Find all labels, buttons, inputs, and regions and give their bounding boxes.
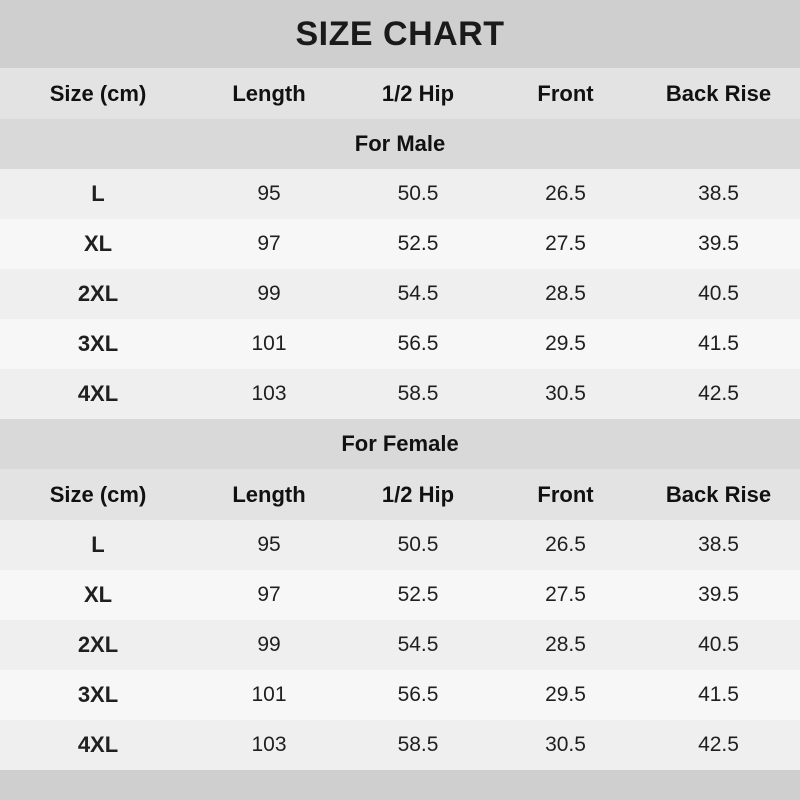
table-row (0, 620, 800, 670)
cell-length: 95 (257, 182, 281, 205)
cell-back-rise: 38.5 (698, 533, 739, 556)
cell-back-rise: 40.5 (698, 633, 739, 656)
cell-half-hip: 52.5 (397, 232, 439, 255)
cell-length: 99 (257, 282, 281, 305)
cell-size: 3XL (77, 331, 119, 356)
table-row (0, 369, 800, 419)
cell-half-hip: 54.5 (397, 282, 439, 305)
section-header-male (0, 119, 800, 169)
cell-half-hip: 58.5 (397, 382, 439, 405)
cell-size: L (91, 181, 105, 206)
cell-size: 2XL (77, 632, 119, 657)
cell-half-hip: 56.5 (397, 332, 439, 355)
table-row (0, 570, 800, 620)
bottom-margin (0, 770, 800, 800)
cell-length: 97 (257, 583, 281, 606)
cell-half-hip: 56.5 (397, 683, 439, 706)
cell-size: 3XL (77, 682, 119, 707)
cell-half-hip: 54.5 (397, 633, 439, 656)
table-header-row-male (0, 68, 800, 119)
column-header-back-rise: Back Rise (665, 80, 772, 106)
cell-back-rise: 42.5 (698, 733, 739, 756)
cell-half-hip: 50.5 (397, 533, 439, 556)
cell-half-hip: 52.5 (397, 583, 439, 606)
cell-front: 26.5 (545, 533, 586, 556)
column-header-front: Front (537, 481, 594, 507)
table-header-row-female (0, 469, 800, 520)
cell-front: 28.5 (545, 633, 586, 656)
cell-front: 30.5 (545, 733, 586, 756)
cell-size: XL (83, 582, 113, 607)
cell-back-rise: 42.5 (698, 382, 739, 405)
cell-size: XL (83, 231, 113, 256)
column-header-front: Front (537, 80, 594, 106)
cell-length: 95 (257, 533, 281, 556)
cell-length: 99 (257, 633, 281, 656)
table-row (0, 670, 800, 720)
cell-length: 103 (251, 733, 287, 756)
section-header-female (0, 419, 800, 469)
cell-front: 29.5 (545, 683, 586, 706)
cell-length: 101 (251, 332, 287, 355)
cell-half-hip: 58.5 (397, 733, 439, 756)
column-header-size: Size (cm) (49, 80, 147, 106)
chart-title-row (0, 0, 800, 68)
cell-length: 103 (251, 382, 287, 405)
table-row (0, 520, 800, 570)
cell-length: 101 (251, 683, 287, 706)
table-row (0, 169, 800, 219)
cell-half-hip: 50.5 (397, 182, 439, 205)
cell-size: 2XL (77, 281, 119, 306)
cell-front: 30.5 (545, 382, 586, 405)
cell-front: 26.5 (545, 182, 586, 205)
cell-size: 4XL (77, 732, 119, 757)
cell-length: 97 (257, 232, 281, 255)
section-label-male: For Male (354, 131, 446, 156)
cell-front: 28.5 (545, 282, 586, 305)
column-header-length: Length (232, 481, 306, 507)
table-row (0, 219, 800, 269)
cell-front: 27.5 (545, 583, 586, 606)
column-header-back-rise: Back Rise (665, 481, 772, 507)
table-row (0, 319, 800, 369)
table-row (0, 269, 800, 319)
section-label-female: For Female (341, 431, 459, 456)
table-row (0, 720, 800, 770)
cell-front: 27.5 (545, 232, 586, 255)
cell-back-rise: 40.5 (698, 282, 739, 305)
cell-back-rise: 39.5 (698, 232, 739, 255)
column-header-size: Size (cm) (49, 481, 147, 507)
cell-back-rise: 39.5 (698, 583, 739, 606)
cell-size: 4XL (77, 381, 119, 406)
column-header-length: Length (232, 80, 306, 106)
column-header-half-hip: 1/2 Hip (381, 481, 455, 507)
cell-back-rise: 38.5 (698, 182, 739, 205)
cell-size: L (91, 532, 105, 557)
column-header-half-hip: 1/2 Hip (381, 80, 455, 106)
cell-back-rise: 41.5 (698, 332, 739, 355)
page-title: SIZE CHART (295, 14, 505, 53)
cell-front: 29.5 (545, 332, 586, 355)
cell-back-rise: 41.5 (698, 683, 739, 706)
